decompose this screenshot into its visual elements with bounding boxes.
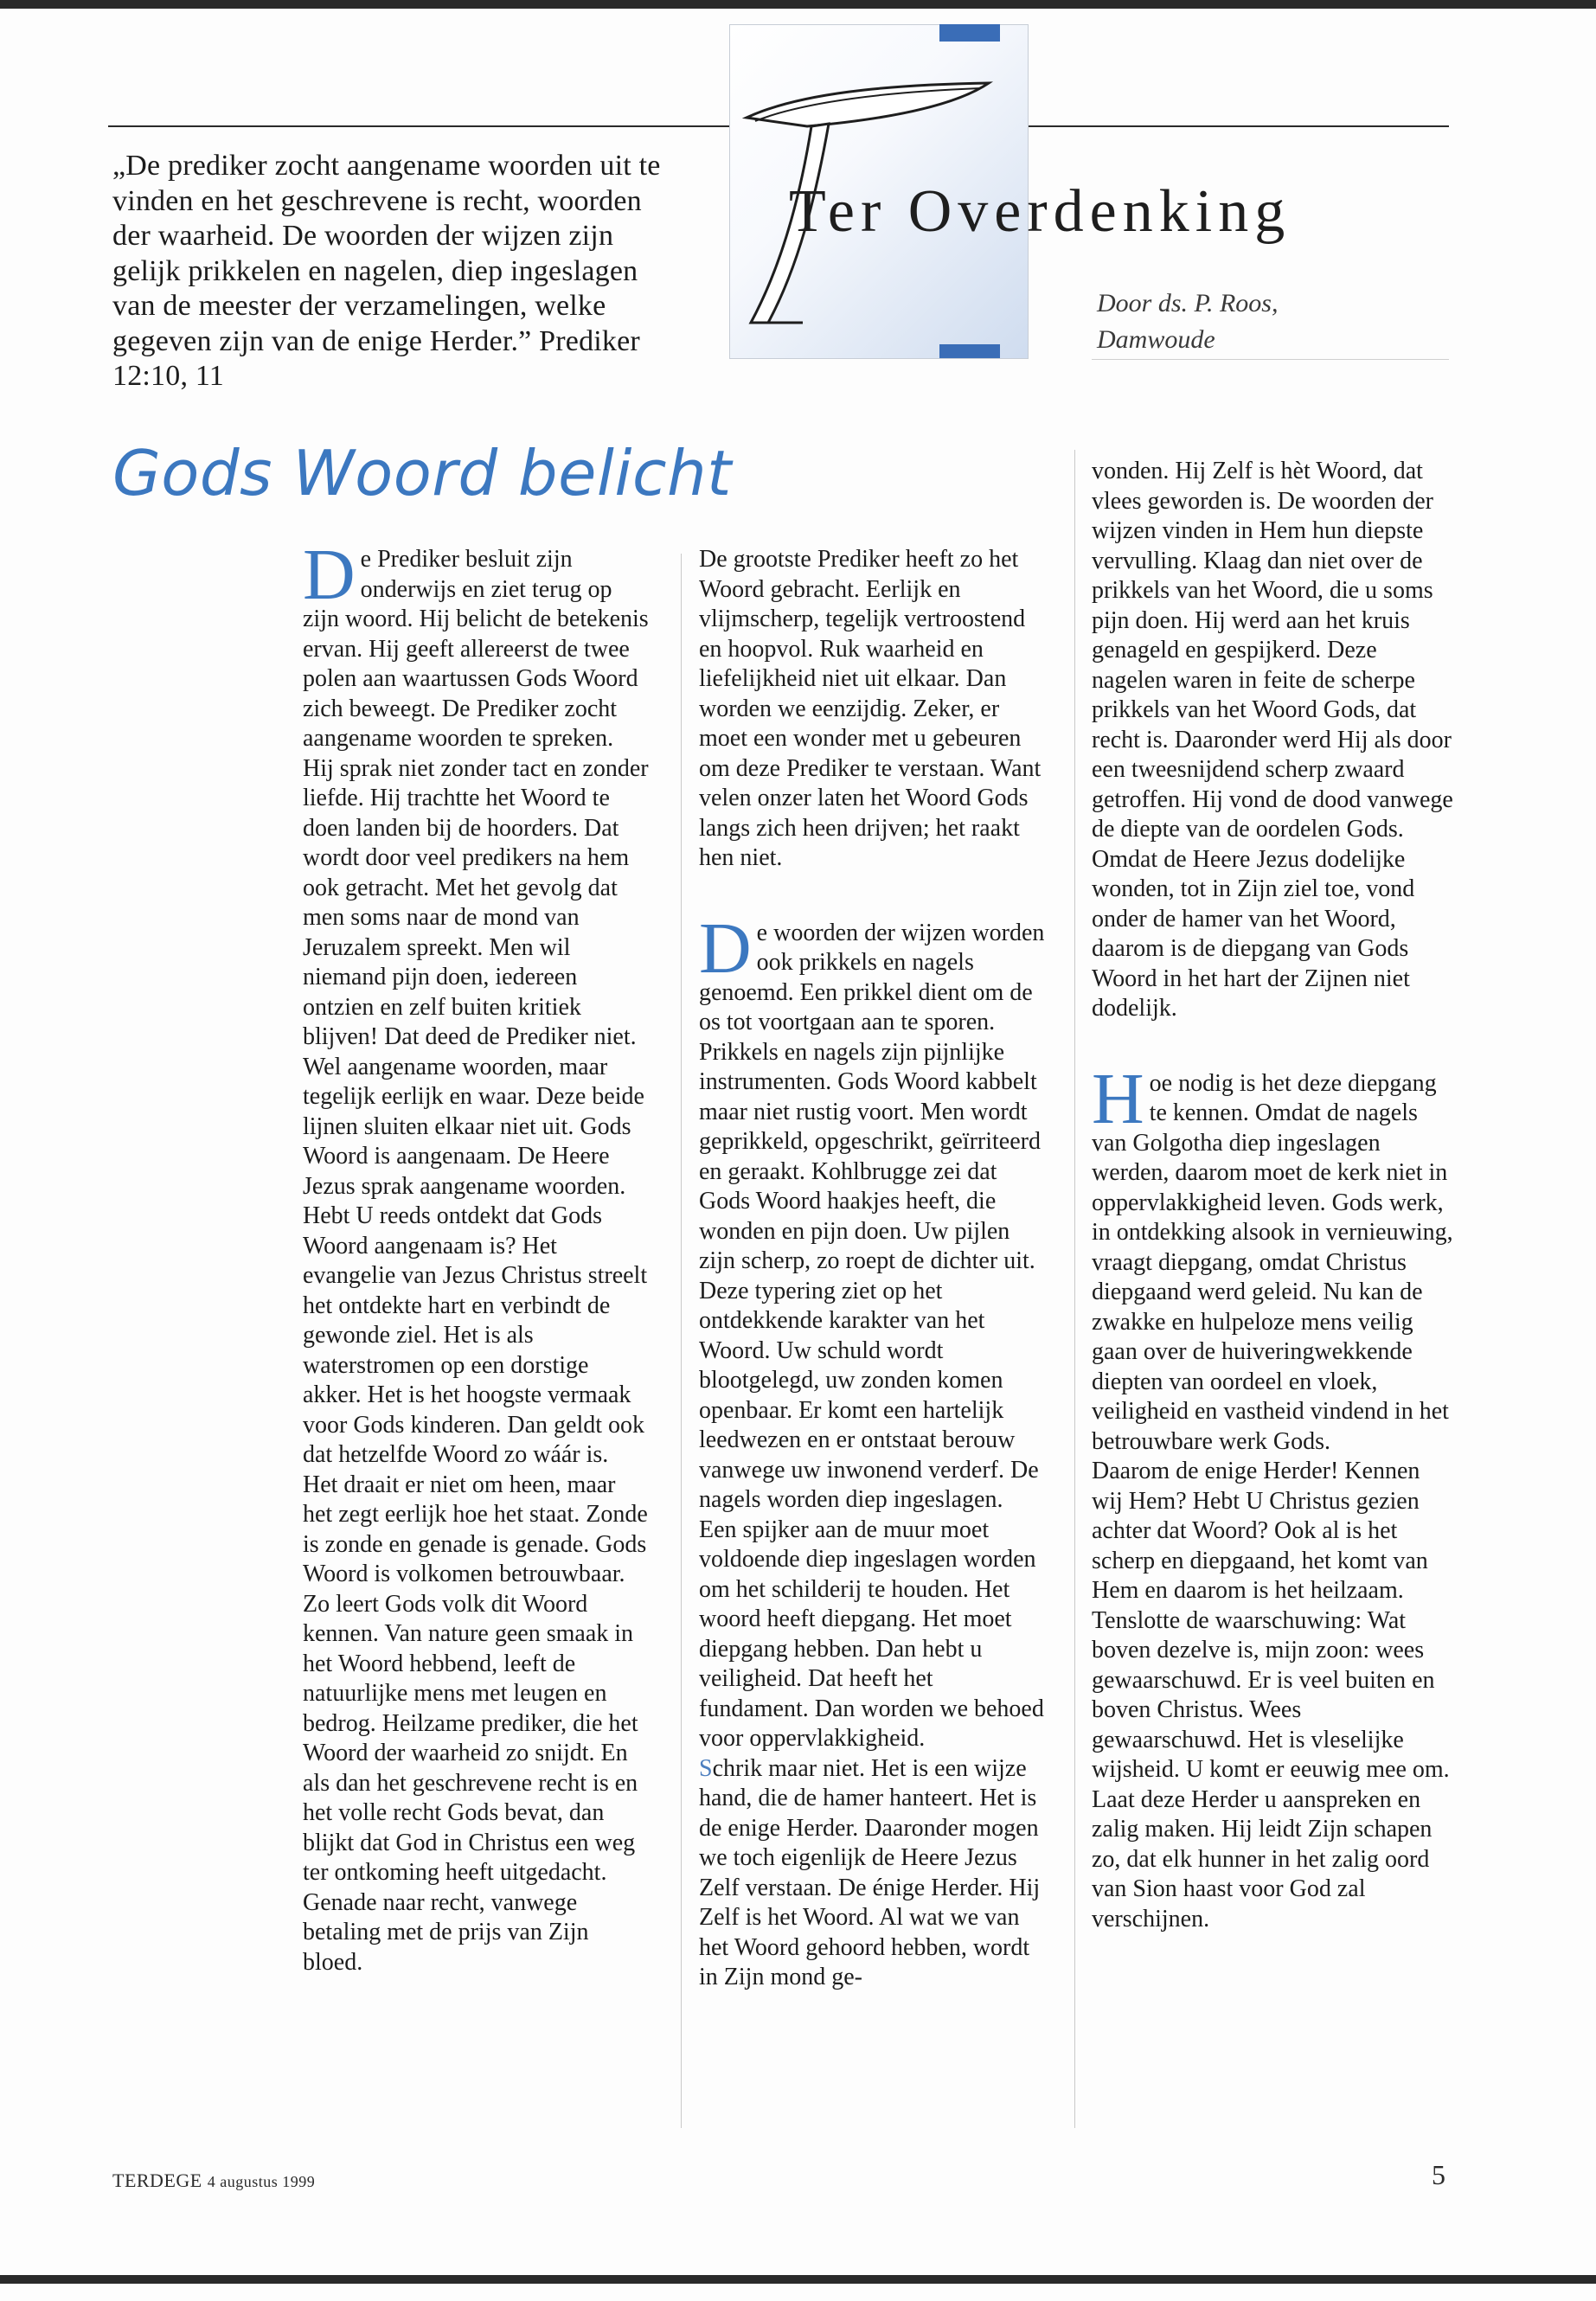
issue-date: 4 augustus 1999	[207, 2173, 316, 2190]
drop-cap: H	[1092, 1058, 1144, 1139]
intro-quote: „De prediker zocht aangename woorden uit te vinden en het geschrevene is recht, woorden der waarheid. De woorden der wijzen zijn gelijk prikkelen en nagelen, diep ingeslagen van de meester der verzamelingen, welke gegeven zijn van de enige Herder.” Prediker 12:10, 11	[112, 150, 661, 392]
paragraph-text: chrik maar niet. Het is een wijze hand, die de hamer hanteert. Het is de enige Herder. Daaronder mogen we toch eigenlijk de Heere Jezus Zelf verstaan. De énige Herder. Hij Zelf is het Woord. Al wat we van het Woord gehoord hebben, wordt in Zijn mond ge-	[699, 1754, 1041, 1990]
byline-author: Door ds. P. Roos,	[1097, 289, 1279, 317]
article-headline: Gods Woord belicht	[112, 437, 732, 510]
paragraph	[1092, 1058, 1455, 1458]
article-column-1	[303, 535, 649, 1977]
article-column-2	[699, 545, 1045, 1993]
paragraph-text: e woorden der wijzen worden ook prikkels en nagels genoemd. Een prikkel dient om de os tot voortgaan aan te sporen. Prikkels en nagels zijn pijnlijke instrumenten. Gods Woord kabbelt maar niet rustig voort. Men wordt geprikkeld, opgeschrikt, geïrriteerd en geraakt. Kohlbrugge zei dat Gods Woord haakjes heeft, die wonden en pijn doen. Uw pijlen zijn scherp, zo roept de dichter uit. Deze typering ziet op het ontdekkende karakter van het Woord. Uw schuld wordt blootgelegd, uw zonden komen openbaar. Er komt een hartelijk leedwezen en er ontstaat berouw vanwege uw inwonend verderf. De nagels worden diep ingeslagen. Een spijker aan de muur moet voldoende diep ingeslagen worden om het schilderij te houden. Het woord heeft diepgang. Het moet diepgang hebben. Dan hebt u veiligheid. Dat heeft het fundament. Dan worden we behoed voor oppervlakkigheid.	[699, 919, 1045, 1752]
bottom-border	[0, 2275, 1596, 2284]
paragraph-text: e Prediker besluit zijn onderwijs en ziet terug op zijn woord. Hij belicht de betekenis ervan. Hij geeft allereerst de twee polen aan waartussen Gods Woord zich beweegt. De Prediker zocht aangename woorden te spreken. Hij sprak niet zonder tact en zonder liefde. Hij trachtte het Woord te doen landen bij de hoorders. Dat wordt door veel predikers na hem ook getracht. Met het gevolg dat men soms naar de mond van Jeruzalem spreekt. Men wil niemand pijn doen, iedereen ontzien en zelf buiten kritiek blijven! Dat deed de Prediker niet. Wel aangename woorden, maar tegelijk eerlijk en waar. Deze beide lijnen sluiten elkaar niet uit. Gods Woord is aangenaam. De Heere Jezus sprak aangename woorden. Hebt U reeds ontdekt dat Gods Woord aangenaam is? Het evangelie van Jezus Christus streelt het ontdekte hart en verbindt de gewonde ziel. Het is als waterstromen op een dorstige akker. Het is het hoogste vermaak voor Gods kinderen. Dan geldt ook dat hetzelfde Woord zo wáár is. Het draait er niet om heen, maar het zegt eerlijk hoe het staat. Zonde is zonde en genade is genade. Gods Woord is volkomen betrouwbaar. Zo leert Gods volk dit Woord kennen. Van nature geen smaak in het Woord hebbend, leeft de natuurlijke mens met leugen en bedrog. Heilzame prediker, die het Woord der waarheid zo snijdt. En als dan het geschrevene recht is en het volle recht Gods bevat, dan blijkt dat God in Christus een weg ter ontkoming heeft uitgedacht. Genade naar recht, vanwege betaling met de prijs van Zijn bloed.	[303, 546, 649, 1976]
footer-publication	[112, 2170, 315, 2192]
drop-cap: D	[699, 907, 752, 989]
column-divider-2	[1074, 450, 1075, 2128]
paragraph-text: oe nodig is het deze diepgang te kennen. Omdat de nagels van Golgotha diep ingeslagen werden, daarom moet de kerk niet in oppervlakkigheid leven. Gods werk, in ontdekking alsook in vernieuwing, vraagt diepgang, omdat Christus diepgaand werd geleid. Nu kan de zwakke en hulpeloze mens veilig gaan over de huiveringwekkende diepten van oordeel en vloek, veiligheid en vastheid vindend in het betrouwbare werk Gods.	[1092, 1069, 1453, 1455]
colored-initial: S	[699, 1754, 713, 1782]
paragraph: De grootste Prediker heeft zo het Woord gebracht. Eerlijk en vlijmscherp, tegelijk vertroostend en hoopvol. Ruk waarheid en liefelijkheid niet uit elkaar. Dan worden we eenzijdig. Zeker, er moet een wonder met u gebeuren om deze Prediker te verstaan. Want velen onzer laten het Woord Gods langs zich heen drijven; het raakt hen niet.	[699, 546, 1042, 871]
magazine-name: TERDEGE	[112, 2170, 202, 2191]
paragraph	[699, 907, 1045, 1754]
article-column-3	[1092, 457, 1455, 1934]
paragraph: Daarom de enige Herder! Kennen wij Hem? Hebt U Christus gezien achter dat Woord? Ook al is het scherp en diepgaand, het komt van Hem en daarom is het heilzaam. Tenslotte de waarschuwing: Wat boven dezelve is, mijn zoon: wees gewaarschuwd. Er is veel buiten en boven Christus. Wees gewaarschuwd. Het is vleselijke wijsheid. U komt er eeuwig mee om. Laat deze Herder u aanspreken en zalig maken. Hij leidt Zijn schapen zo, dat elk hunner in het zalig oord van Sion haast voor God zal verschijnen.	[1092, 1458, 1450, 1932]
column-title: Ter Overdenking	[789, 178, 1292, 245]
byline-place: Damwoude	[1097, 325, 1215, 354]
paragraph	[699, 1754, 1045, 1993]
paragraph: vonden. Hij Zelf is hèt Woord, dat vlees geworden is. De woorden der wijzen vinden in Hem hun diepste vervulling. Klaag dan niet over de prikkels van het Woord, die u soms pijn doen. Hij werd aan het kruis genageld en gespijkerd. Deze nagelen waren in feite de scherpe prikkels van het Woord Gods, dat recht is. Daaronder werd Hij als door een tweesnijdend scherp zwaard getroffen. Hij vond de dood vanwege de diepte van de oordelen Gods. Omdat de Heere Jezus dodelijke wonden, tot in Zijn ziel toe, vond onder de hamer van het Woord, daarom is de diepgang van Gods Woord in het hart der Zijnen niet dodelijk.	[1092, 458, 1453, 1022]
top-border	[0, 0, 1596, 9]
byline	[1097, 285, 1278, 358]
page-number: 5	[1432, 2159, 1445, 2190]
paragraph	[303, 535, 649, 1977]
drop-cap: D	[303, 535, 356, 615]
byline-rule	[1092, 359, 1449, 360]
column-divider-1	[681, 554, 682, 2128]
